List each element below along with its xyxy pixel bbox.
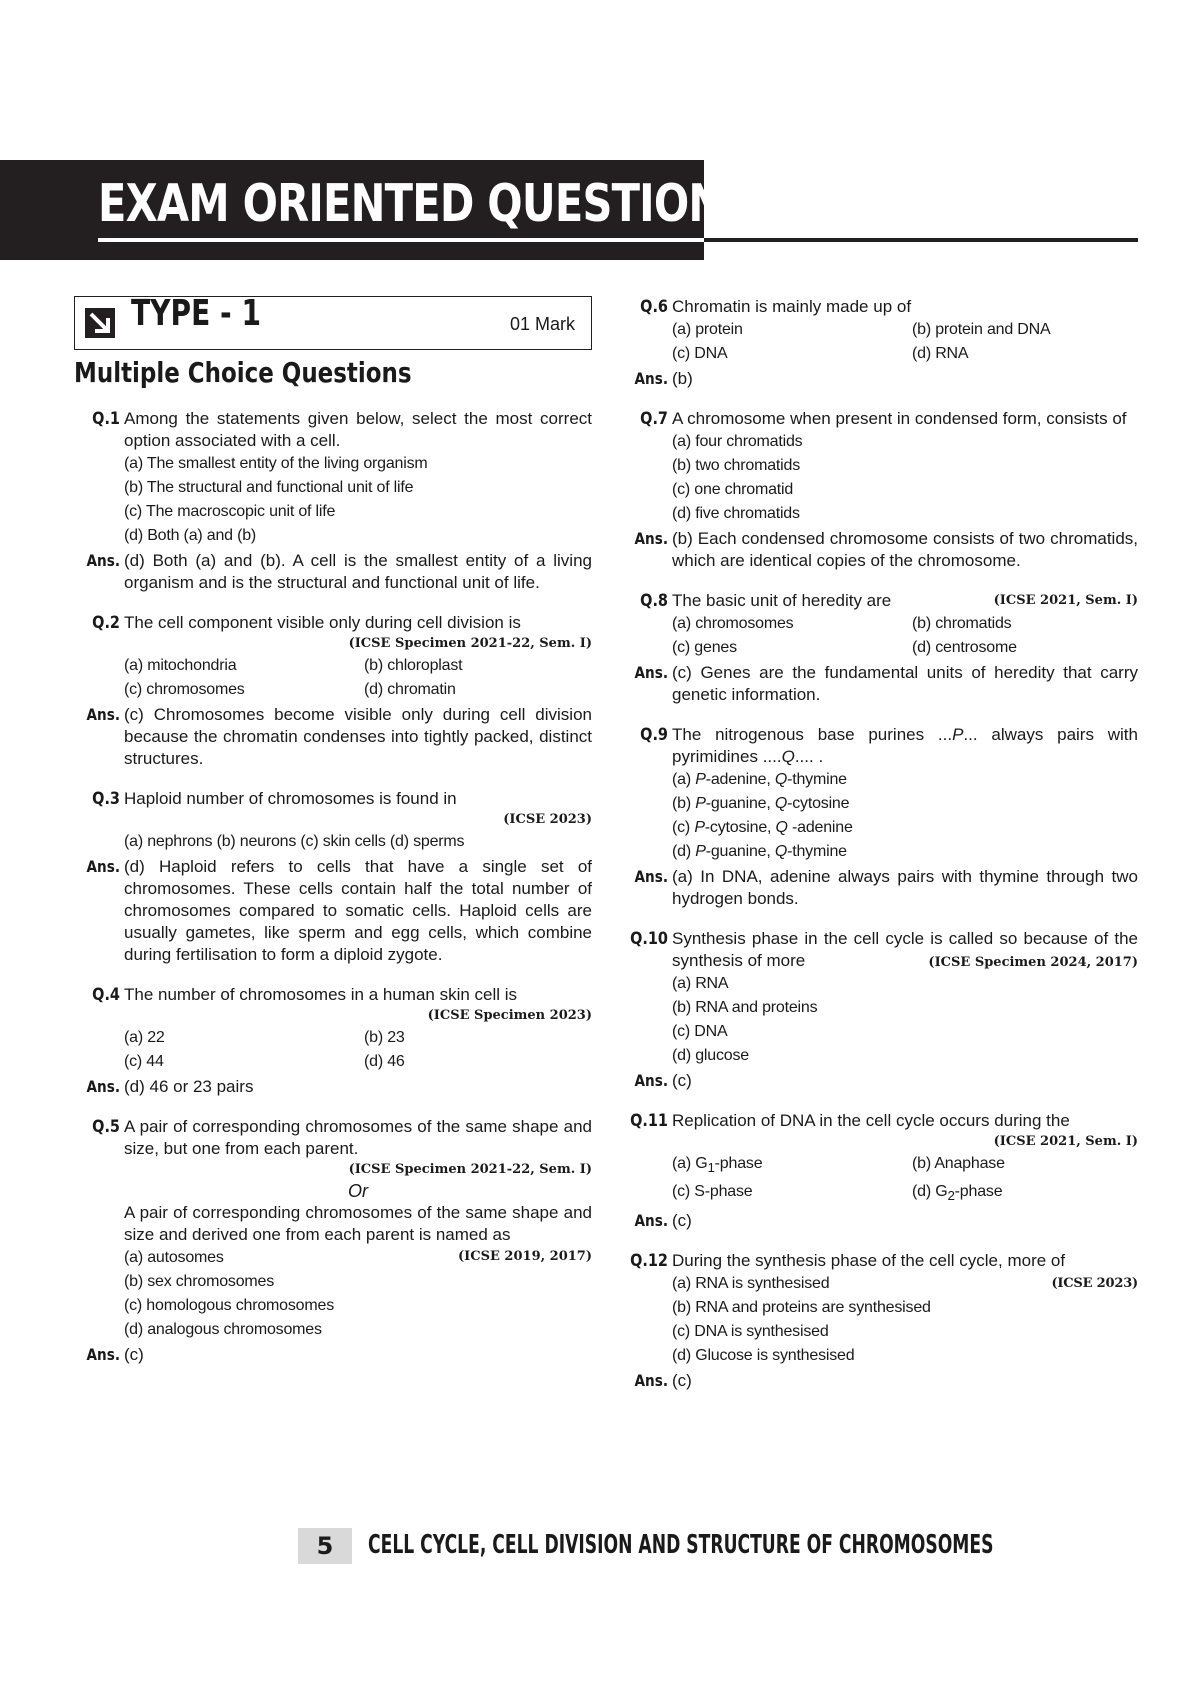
answer-label: Ans. [634, 1211, 668, 1231]
question-number: Q.12 [630, 1251, 668, 1272]
question-text-row [672, 928, 1138, 972]
question-text: During the synthesis phase of the cell cycle, more of [672, 1251, 1066, 1271]
question-1 [74, 408, 592, 548]
question-text: The number of chromosomes in a human skin cell is [124, 985, 518, 1004]
option: (b) sex chromosomes [124, 1273, 275, 1290]
question-number: Q.1 [92, 409, 120, 429]
question-text-part: .... . [794, 747, 824, 766]
answer-text: (d) Both (a) and (b). A cell is the smallest entity of a living organism and is the structural and functional unit of life. [124, 551, 592, 592]
variable-p: P [952, 725, 964, 744]
question-number: Q.8 [640, 591, 668, 611]
question-number: Q.10 [630, 929, 668, 949]
option: (b) RNA and proteins [672, 999, 818, 1016]
option: (c) S-phase [672, 1183, 753, 1201]
question-text: A pair of corresponding chromosomes of the same shape and size, but one from each parent. [124, 1117, 592, 1158]
or-separator: Or [348, 1181, 368, 1201]
diagonal-arrow-icon [85, 308, 115, 338]
option: (a) autosomes [124, 1249, 224, 1266]
question-9 [622, 724, 1138, 864]
option: (b) chromatids [912, 615, 1012, 632]
answer-text: (c) [672, 1211, 692, 1231]
answer-label: Ans. [86, 857, 120, 876]
question-12 [622, 1250, 1138, 1368]
answer-text: (a) In DNA, adenine always pairs with thymine through two hydrogen bonds. [672, 867, 1138, 908]
left-column [74, 293, 592, 1384]
answer-label: Ans. [634, 529, 668, 548]
option: (a) nephrons (b) neurons (c) skin cells (d) sperms [124, 833, 465, 850]
answer-11 [622, 1210, 1138, 1232]
option: (c) 44 [124, 1053, 164, 1070]
exam-reference: (ICSE 2023) [1051, 1276, 1138, 1292]
option: (a) 22 [124, 1029, 165, 1046]
answer-label: Ans. [634, 867, 668, 886]
option: (c) homologous chromosomes [124, 1297, 334, 1314]
question-text: Synthesis phase in the cell cycle is called so because of the synthesis of more [672, 929, 1138, 970]
answer-label: Ans. [86, 1345, 120, 1364]
option: (c) DNA is synthesised [672, 1323, 829, 1341]
type-box [74, 293, 592, 350]
exam-reference: (ICSE Specimen 2024, 2017) [928, 955, 1138, 970]
answer-3 [74, 856, 592, 966]
option: (c) DNA [672, 1023, 728, 1040]
question-text: Among the statements given below, select the most correct option associated with a cell. [124, 409, 592, 450]
question-text: Chromatin is mainly made up of [672, 297, 912, 316]
answer-label: Ans. [86, 1077, 120, 1096]
answer-label: Ans. [634, 1371, 668, 1391]
answer-label: Ans. [634, 369, 668, 388]
exam-reference: (ICSE Specimen 2023) [427, 1008, 592, 1023]
option-row [672, 1272, 1138, 1296]
question-number: Q.9 [640, 725, 668, 745]
option: (d) analogous chromosomes [124, 1321, 322, 1338]
option: (a) protein [672, 321, 743, 338]
answer-5 [74, 1344, 592, 1366]
question-2 [74, 612, 592, 702]
option: (c) DNA [672, 345, 728, 362]
option: (d) five chromatids [672, 505, 800, 522]
answer-4 [74, 1076, 592, 1098]
option: (c) genes [672, 639, 737, 656]
option: (d) centrosome [912, 639, 1017, 656]
option: (b) chloroplast [364, 657, 463, 674]
question-8 [622, 590, 1138, 660]
option: (a) mitochondria [124, 657, 237, 674]
option: (d) 46 [364, 1053, 405, 1070]
question-number: Q.5 [92, 1117, 120, 1137]
option: (d) $G_2$-phase [912, 1183, 1003, 1204]
answer-9 [622, 866, 1138, 910]
answer-text: (d) Haploid refers to cells that have a single set of chromosomes. These cells contain half the total number of chromosomes compared to somatic cells. Haploid cells are usually gametes, like sperm and egg cells, which combine during fertilisation to form a diploid zygote. [124, 857, 592, 964]
option: (c) one chromatid [672, 481, 794, 498]
options-grid [124, 1026, 592, 1074]
header-banner [0, 160, 752, 260]
option: (d) glucose [672, 1047, 749, 1064]
option: (a) chromosomes [672, 615, 794, 632]
option: (c) The macroscopic unit of life [124, 503, 336, 520]
answer-label: Ans. [86, 705, 120, 724]
option: (b) two chromatids [672, 457, 800, 474]
option: (b) 23 [364, 1029, 405, 1046]
question-text: The basic unit of heredity are [672, 591, 892, 610]
answer-2 [74, 704, 592, 770]
option: (b) P-guanine, Q-cytosine [672, 795, 850, 812]
question-number: Q.7 [640, 409, 668, 429]
answer-text: (c) Chromosomes become visible only during cell division because the chromatin condenses into tightly packed, distinct structures. [124, 705, 592, 768]
exam-reference: (ICSE Specimen 2021-22, Sem. I) [348, 636, 592, 651]
question-6 [622, 296, 1138, 366]
option: (d) RNA [912, 345, 969, 362]
exam-reference: (ICSE 2023) [503, 812, 592, 827]
answer-12 [622, 1370, 1138, 1392]
answer-label: Ans. [634, 663, 668, 682]
header-underline-extension [704, 238, 1138, 242]
question-number: Q.11 [630, 1111, 668, 1131]
page-number: 5 [298, 1528, 352, 1564]
option: (b) Anaphase [912, 1155, 1005, 1172]
section-title: Multiple Choice Questions [74, 356, 412, 389]
option: (d) Glucose is synthesised [672, 1347, 855, 1365]
option: (d) chromatin [364, 681, 456, 698]
options-grid [672, 318, 1138, 366]
option: (a) RNA is synthesised [672, 1275, 830, 1293]
question-text: Haploid number of chromosomes is found in [124, 789, 457, 808]
options-grid [672, 1152, 1138, 1208]
option: (d) Both (a) and (b) [124, 527, 257, 544]
option: (d) P-guanine, Q-thymine [672, 843, 847, 860]
answer-text: (b) Each condensed chromosome consists of two chromatids, which are identical copies of the chromosome. [672, 529, 1138, 570]
answer-text: (d) 46 or 23 pairs [124, 1077, 254, 1096]
question-3 [74, 788, 592, 854]
answer-text: (b) [672, 369, 693, 388]
question-text-alt: A pair of corresponding chromosomes of the same shape and size and derived one from each parent is named as [124, 1203, 592, 1244]
question-text-part: ... always pairs with pyrimidines .... [672, 725, 1138, 766]
answer-text: (c) [124, 1345, 144, 1364]
question-11 [622, 1110, 1138, 1208]
answer-7 [622, 528, 1138, 572]
page-title: EXAM ORIENTED QUESTIONS [98, 174, 752, 234]
answer-text: (c) Genes are the fundamental units of heredity that carry genetic information. [672, 663, 1138, 704]
question-text-row [672, 590, 1138, 612]
exam-reference: (ICSE 2021, Sem. I) [993, 1134, 1138, 1149]
options-grid [124, 654, 592, 702]
exam-reference: (ICSE 2019, 2017) [458, 1249, 592, 1264]
answer-label: Ans. [634, 1071, 668, 1090]
option: (a) four chromatids [672, 433, 803, 450]
question-7 [622, 408, 1138, 526]
option: (b) protein and DNA [912, 321, 1051, 338]
variable-q: Q [781, 747, 795, 766]
question-number: Q.3 [92, 789, 120, 809]
options-grid [672, 612, 1138, 660]
question-text: The cell component visible only during cell division is [124, 613, 521, 632]
type-label: TYPE - 1 [131, 293, 262, 334]
chapter-title: CELL CYCLE, CELL DIVISION AND STRUCTURE OF CHROMOSOMES [368, 1530, 994, 1560]
option: (c) P-cytosine, Q -adenine [672, 819, 853, 836]
question-number: Q.6 [640, 297, 668, 317]
option: (b) The structural and functional unit of life [124, 479, 414, 496]
question-text-part: The nitrogenous base purines ... [672, 725, 953, 744]
right-column [622, 296, 1138, 1410]
question-text [672, 724, 1138, 768]
answer-text: (c) [672, 1071, 692, 1090]
question-5 [74, 1116, 592, 1342]
question-number: Q.4 [92, 985, 120, 1005]
question-text: A chromosome when present in condensed form, consists of [672, 409, 1127, 428]
answer-8 [622, 662, 1138, 706]
option: (b) RNA and proteins are synthesised [672, 1299, 931, 1317]
option: (a) The smallest entity of the living organism [124, 455, 428, 472]
exam-reference: (ICSE 2021, Sem. I) [993, 593, 1138, 608]
option: (a) P-adenine, Q-thymine [672, 771, 847, 788]
question-text: Replication of DNA in the cell cycle occurs during the [672, 1111, 1070, 1130]
question-10 [622, 928, 1138, 1068]
option: (a) $G_1$-phase [672, 1155, 763, 1176]
option: (c) chromosomes [124, 681, 245, 698]
answer-label: Ans. [86, 551, 120, 570]
option: (a) RNA [672, 975, 729, 992]
question-number: Q.2 [92, 613, 120, 633]
question-4 [74, 984, 592, 1074]
answer-text: (c) [672, 1371, 692, 1391]
answer-6 [622, 368, 1138, 390]
answer-10 [622, 1070, 1138, 1092]
answer-1 [74, 550, 592, 594]
type-mark: 01 Mark [509, 314, 575, 334]
exam-reference: (ICSE Specimen 2021-22, Sem. I) [348, 1162, 592, 1177]
